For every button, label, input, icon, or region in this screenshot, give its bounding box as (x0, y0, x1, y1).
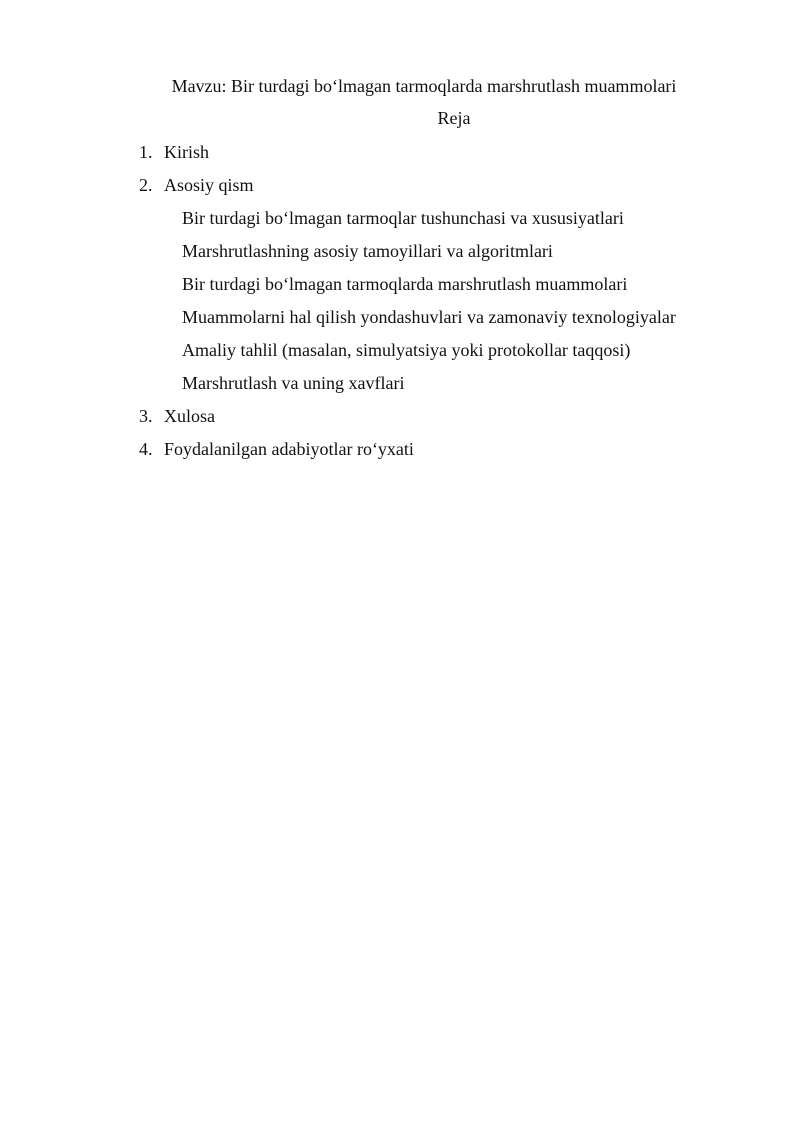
document-subtitle: Reja (437, 108, 471, 128)
plan-item-number: 2. (139, 175, 153, 195)
plan-item-label: Kirish (164, 142, 209, 162)
plan-item-number: 3. (139, 406, 153, 426)
subsection-item: Amaliy tahlil (masalan, simulyatsiya yoki protokollar taqqosi) (182, 340, 631, 360)
subsection-item: Marshrutlash va uning xavflari (182, 373, 405, 393)
subsection-item: Bir turdagi bo‘lmagan tarmoqlar tushunchasi va xususiyatlari (182, 208, 624, 228)
subsection-item: Marshrutlashning asosiy tamoyillari va algoritmlari (182, 241, 553, 261)
document-title: Mavzu: Bir turdagi bo‘lmagan tarmoqlarda marshrutlash muammolari (171, 76, 677, 96)
subsection-item: Muammolarni hal qilish yondashuvlari va zamonaviy texnologiyalar (182, 307, 676, 327)
plan-item-label: Foydalanilgan adabiyotlar ro‘yxati (164, 439, 414, 459)
plan-item-number: 1. (139, 142, 153, 162)
plan-item-label: Asosiy qism (164, 175, 254, 195)
subsection-item: Bir turdagi bo‘lmagan tarmoqlarda marshrutlash muammolari (182, 274, 628, 294)
plan-item-label: Xulosa (164, 406, 215, 426)
plan-item-number: 4. (139, 439, 153, 459)
